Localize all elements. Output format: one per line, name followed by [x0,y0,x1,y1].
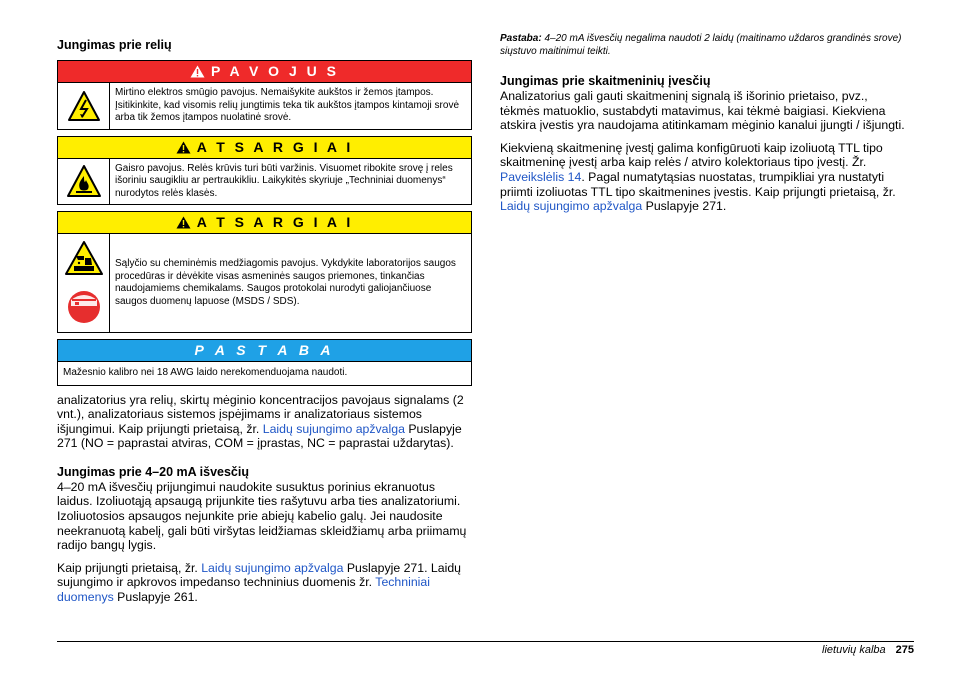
warning-fire-text: Gaisro pavojus. Relės krūvis turi būti varžinis. Visuomet ribokite srovę į reles išoriniu saugikliu ar pertraukikliu. Laikykitės skyriuje „Techniniai duomenys“ nurodytos relės klasės. [115,162,453,199]
left-column [57,30,472,605]
note-callout [57,339,472,386]
danger-label: P A V O J U S [211,63,339,79]
wiring-overview-link[interactable]: Laidų sujungimo apžvalga [262,421,405,436]
note-text: Mažesnio kalibro nei 18 AWG laido nerekomenduojama naudoti. [63,367,348,378]
relay-paragraph-text: analizatorius yra relių, skirtų mėginio koncentracijos pavojaus signalams (2 vnt.), analizatoriaus sistemos įspėjimams ir analizatoriaus sistemos išjungimui. Kaip prijungti prietaisą, žr. [57,392,464,436]
warning-callout-chemical [57,211,472,333]
wiring-overview-link[interactable]: Laidų sujungimo apžvalga [500,199,643,214]
warning-callout-fire [57,136,472,206]
alert-triangle-icon [176,141,191,154]
note-text: 4–20 mA išvesčių negalima naudoti 2 laidų (maitinamo uždaros grandinės srove) siųstuvo maitinimui teikti. [500,33,902,57]
warning-label: A T S A R G I A I [196,214,354,230]
digital-paragraph-2 [500,141,905,214]
footer-divider [57,641,914,642]
420ma-paragraph: 4–20 mA išvesčių prijungimui naudokite susuktus porinius ekranuotus laidus. Izoliuotąją apsaugą prijunkite ties rašytuvu arba ties analizatoriumi. Izoliuotosios apsaugos nejunkite prie abiejų kabelio galų. Jei naudosite neekranuotą kabelį, gali būti viršytas leidžiamas skleidžiamų arba priimamų radijo bangų lygis. [57,479,467,553]
right-column [500,30,905,214]
wiring-overview-link[interactable]: Laidų sujungimo apžvalga [201,560,344,575]
connect-text-middle: Puslapyje 271. Laidų sujungimo ir apkrovos impedanso techninius duomenis žr. [57,560,462,590]
face-shield-icon [67,286,101,326]
right-note [500,33,905,58]
relay-paragraph [57,393,472,451]
danger-callout [57,60,472,130]
alert-triangle-icon [176,216,191,229]
digital-text-end: Puslapyje 271. [642,199,727,214]
note-header: P A S T A B A [58,340,471,362]
page-footer [822,643,914,657]
warning-label: A T S A R G I A I [196,138,354,155]
chemical-hazard-icon [64,240,104,276]
digital-text-middle: . Pagal numatytąsias nuostatas, trumpikliai yra nustatyti priimti izoliuotas TTL tipo skaitmenines įvestis. Kaip prijungti prietaisą, žr. [500,169,896,199]
warning-chemical-text: Sąlyčio su cheminėmis medžiagomis pavojus. Vykdykite laboratorijos saugos procedūras ir dėvėkite visas asmeninės saugos priemones, tinkančias naudojamiems chemikalams. Saugos protokolai nurodyti galiojančiuose saugos duomenų lapuose (MSDS / SDS). [115,258,456,307]
fire-hazard-icon [66,164,102,198]
danger-text: Mirtino elektros smūgio pavojus. Nemaišykite aukštos ir žemos įtampos. Įsitikinkite, kad visomis relių jungtimis teka tik aukštos įtampos kintamoji srovė arba tik žemos įtampos nuolatinė srovė. [115,87,460,123]
alert-triangle-icon [190,65,205,78]
warning-header [58,137,471,159]
digital-text: Kiekvieną skaitmeninę įvestį galima konfigūruoti kaip izoliuotą TTL tipo skaitmeninę įvestį arba kaip relės / atviro kolektoriaus tipo įvestį. Žr. [500,140,883,170]
specifications-link[interactable]: Techniniai duomenys [57,575,430,605]
heading-420ma: Jungimas prie 4–20 mA išvesčių [57,464,249,479]
heading-relays: Jungimas prie relių [57,38,172,52]
connect-text: Kaip prijungti prietaisą, žr. [57,560,202,575]
relay-paragraph-text-end: Puslapyje 271 (NO = paprastai atviras, COM = įprastas, NC = paprastai uždarytas). [57,421,462,451]
digital-paragraph-1: Analizatorius gali gauti skaitmeninį signalą iš išorinio prietaiso, pvz., tėkmės matuoklio, sustabdyti matavimus, kai tėkmė baigiasi. Kiekviena atskira įvestis yra naudojama atitinkamam mėginio kanalui įjungti / išjungti. [500,89,905,133]
electric-shock-warning-icon [67,90,101,122]
connect-text-end: Puslapyje 261. [113,590,198,605]
page-number: 275 [895,644,914,656]
note-label: Pastaba: [500,33,542,44]
footer-language: lietuvių kalba [822,644,886,656]
figure-14-link[interactable]: Paveikslėlis 14 [500,169,582,184]
warning-header [58,212,471,234]
danger-header [58,61,471,83]
heading-digital-inputs: Jungimas prie skaitmeninių įvesčių [500,74,711,88]
420ma-connect-paragraph [57,561,472,605]
